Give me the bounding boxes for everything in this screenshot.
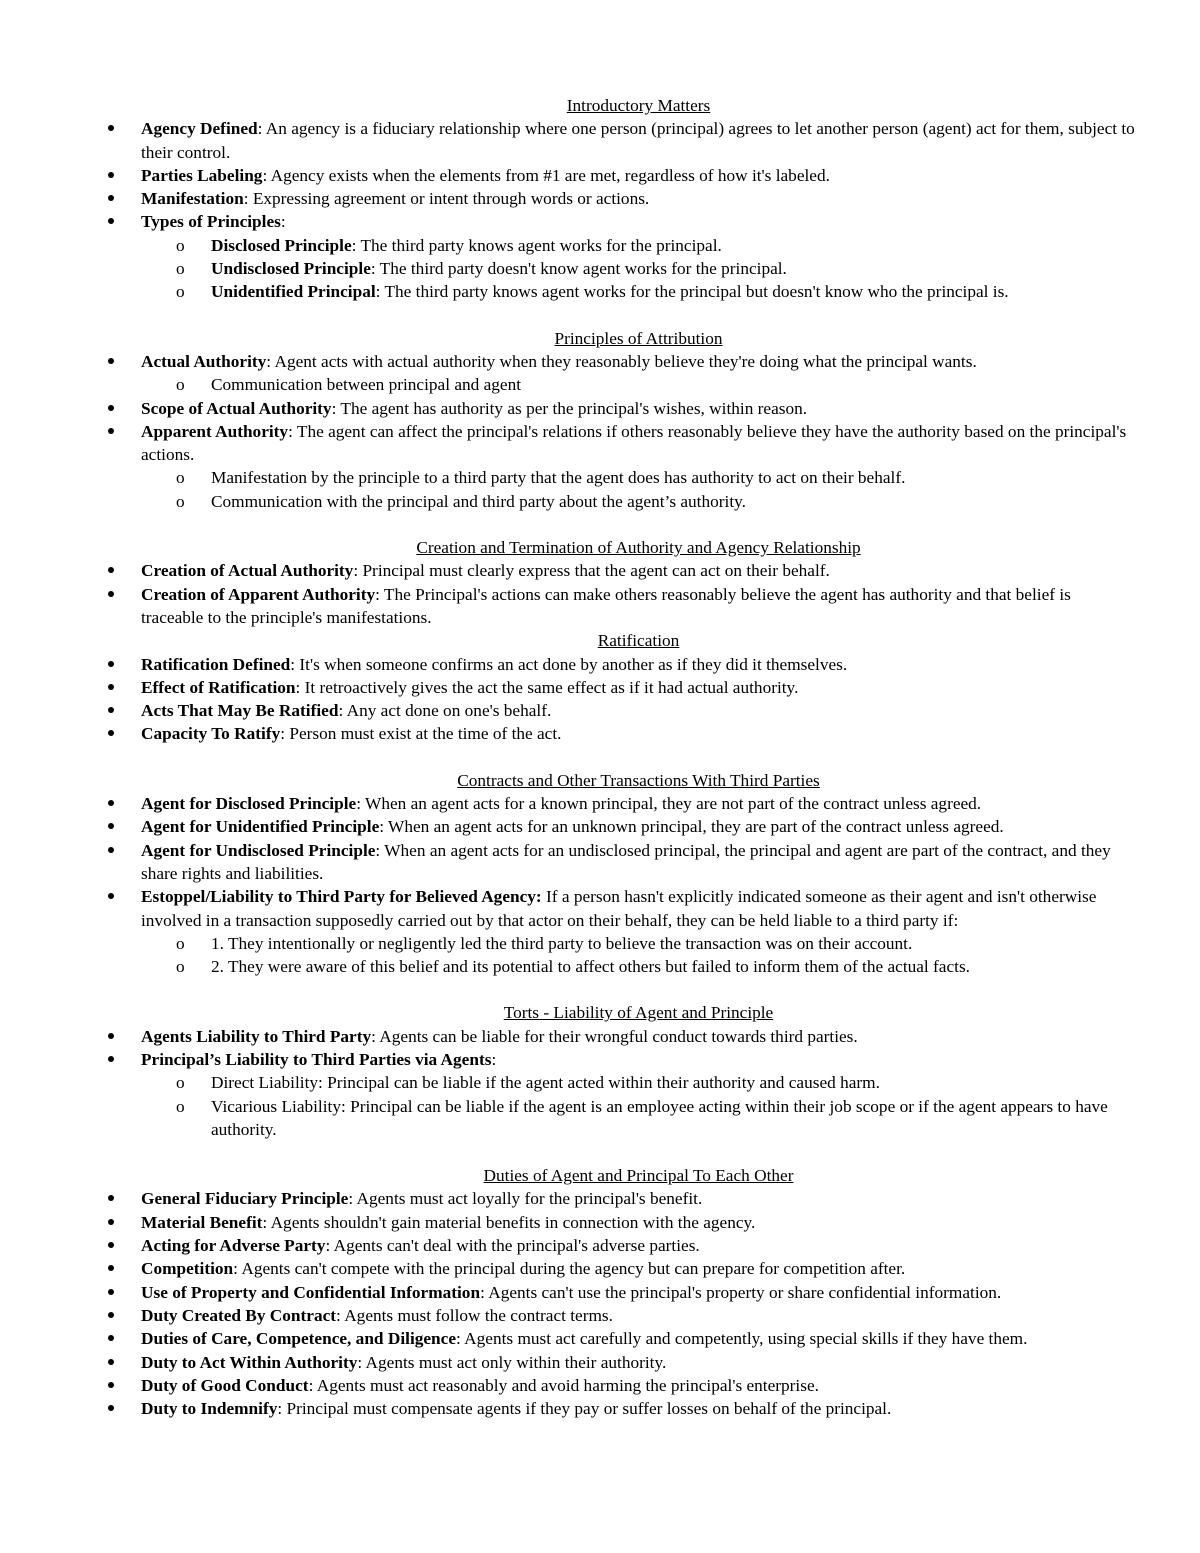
- bullet-item: [141, 117, 1136, 164]
- sub-bullet-term: Disclosed Principle: [211, 235, 352, 255]
- bullet-term: Duty to Indemnify: [141, 1399, 278, 1419]
- sub-bullet-text: Communication with the principal and third party about the agent’s authority.: [211, 491, 746, 511]
- bullet-text: : Agents can't compete with the principal during the agency but can prepare for competition after.: [233, 1259, 906, 1279]
- sub-bullet-item: [211, 955, 1136, 978]
- section-heading: Duties of Agent and Principal To Each Other: [483, 1166, 794, 1186]
- bullet-item: [141, 420, 1136, 467]
- bullet-item: [141, 653, 1136, 676]
- bullet-item: [141, 1374, 1136, 1397]
- document-body: [141, 94, 1136, 1420]
- sub-bullet-item: [211, 373, 1136, 396]
- sub-bullet-text: Direct Liability: Principal can be liable if the agent acted within their authority and caused harm.: [211, 1073, 880, 1093]
- sub-bullet-text: : The third party knows agent works for the principal but doesn't know who the principal is.: [375, 282, 1009, 302]
- bullet-text: : Agents can't deal with the principal's adverse parties.: [325, 1236, 700, 1256]
- bullet-item: [141, 1281, 1136, 1304]
- sub-bullet-item: [211, 1095, 1136, 1142]
- sub-bullet-text: Vicarious Liability: Principal can be liable if the agent is an employee acting within their job scope or if the agent appears to have authority.: [211, 1096, 1108, 1139]
- bullet-text: : Expressing agreement or intent through words or actions.: [243, 189, 650, 209]
- bullet-term: Acts That May Be Ratified: [141, 701, 339, 721]
- bullet-term: Agents Liability to Third Party: [141, 1026, 372, 1046]
- bullet-text: : It's when someone confirms an act done by another as if they did it themselves.: [290, 654, 848, 674]
- bullet-text: : Agents must follow the contract terms.: [336, 1305, 613, 1325]
- bullet-text: : Agents must act loyally for the principal's benefit.: [348, 1189, 703, 1209]
- section-heading: Contracts and Other Transactions With Third Parties: [457, 770, 820, 790]
- bullet-text: : Agents must act carefully and competently, using special skills if they have them.: [456, 1329, 1028, 1349]
- bullet-item: [141, 397, 1136, 420]
- bullet-text: : An agency is a fiduciary relationship where one person (principal) agrees to let another person (agent) act for them, subject to their control.: [141, 119, 1135, 162]
- bullet-term: General Fiduciary Principle: [141, 1189, 349, 1209]
- bullet-term: Competition: [141, 1259, 234, 1279]
- bullet-item: [141, 1397, 1136, 1420]
- bullet-item: [141, 1304, 1136, 1327]
- bullet-term: Ratification Defined: [141, 654, 291, 674]
- bullet-text: : Person must exist at the time of the act.: [280, 724, 562, 744]
- section-heading: Creation and Termination of Authority and Agency Relationship: [416, 538, 861, 558]
- bullet-item: [141, 1327, 1136, 1350]
- bullet-item: [141, 210, 1136, 233]
- bullet-term: Material Benefit: [141, 1212, 263, 1232]
- bullet-item: [141, 815, 1136, 838]
- bullet-text: : When an agent acts for an unknown principal, they are part of the contract unless agreed.: [379, 817, 1004, 837]
- bullet-term: Actual Authority: [141, 351, 267, 371]
- bullet-item: [141, 1257, 1136, 1280]
- bullet-item: [141, 792, 1136, 815]
- sub-bullet-item: [211, 490, 1136, 513]
- bullet-term: Acting for Adverse Party: [141, 1236, 326, 1256]
- bullet-item: [141, 839, 1136, 886]
- sub-bullet-item: [211, 932, 1136, 955]
- bullet-text: : The agent has authority as per the principal's wishes, within reason.: [331, 398, 808, 418]
- sub-bullet-item: [211, 466, 1136, 489]
- bullet-term: Effect of Ratification: [141, 677, 296, 697]
- sub-bullet-text: 2. They were aware of this belief and its potential to affect others but failed to inform them of the actual facts.: [211, 957, 970, 977]
- sub-bullet-text: Manifestation by the principle to a third party that the agent does has authority to act on their behalf.: [211, 468, 906, 488]
- bullet-text: : The agent can affect the principal's relations if others reasonably believe they have the authority based on the principal's actions.: [141, 421, 1127, 465]
- bullet-term: Duty of Good Conduct: [141, 1375, 309, 1395]
- bullet-term: Apparent Authority: [141, 421, 289, 441]
- bullet-item: [141, 885, 1136, 932]
- sub-bullet-item: [211, 234, 1136, 257]
- bullet-term: Parties Labeling: [141, 165, 263, 185]
- bullet-text: : Agents must act only within their authority.: [357, 1352, 667, 1372]
- bullet-text: : Principal must clearly express that the agent can act on their behalf.: [353, 561, 830, 581]
- bullet-text: If a person hasn't explicitly indicated someone as their agent and isn't otherwise involved in a transaction supposedly carried out by that actor on their behalf, they can be held liable to a third party if:: [141, 887, 1097, 930]
- bullet-text: : The Principal's actions can make others reasonably believe the agent has authority and that belief is traceable to the principle's manifestations.: [141, 584, 1071, 627]
- bullet-text: :: [491, 1049, 497, 1069]
- bullet-text: : Agents shouldn't gain material benefits in connection with the agency.: [262, 1212, 756, 1232]
- bullet-text: : Agent acts with actual authority when they reasonably believe they're doing what the principal wants.: [266, 351, 977, 371]
- section-heading: Torts - Liability of Agent and Principle: [503, 1003, 774, 1023]
- bullet-term: Creation of Apparent Authority: [141, 584, 376, 604]
- bullet-term: Agent for Disclosed Principle: [141, 794, 357, 814]
- bullet-item: [141, 722, 1136, 745]
- bullet-term: Principal’s Liability to Third Parties via Agents: [141, 1049, 492, 1069]
- section-heading: Principles of Attribution: [554, 328, 723, 348]
- bullet-term: Duties of Care, Competence, and Diligence: [141, 1329, 457, 1349]
- section-heading: Ratification: [597, 631, 680, 651]
- sub-bullet-item: [211, 1071, 1136, 1094]
- bullet-item: [141, 1211, 1136, 1234]
- bullet-item: [141, 699, 1136, 722]
- bullet-term: Scope of Actual Authority: [141, 398, 332, 418]
- bullet-item: [141, 187, 1136, 210]
- bullet-term: Agent for Unidentified Principle: [141, 817, 380, 837]
- bullet-term: Types of Principles: [141, 212, 281, 232]
- bullet-text: : Any act done on one's behalf.: [338, 701, 552, 721]
- bullet-text: : Agents can't use the principal's property or share confidential information.: [480, 1282, 1002, 1302]
- bullet-text: : It retroactively gives the act the same effect as if it had actual authority.: [295, 677, 799, 697]
- bullet-item: [141, 1025, 1136, 1048]
- bullet-term: Capacity To Ratify: [141, 724, 281, 744]
- sub-bullet-term: Unidentified Principal: [211, 282, 376, 302]
- bullet-item: [141, 1048, 1136, 1071]
- bullet-item: [141, 1234, 1136, 1257]
- bullet-text: : Agency exists when the elements from #1 are met, regardless of how it's labeled.: [262, 165, 830, 185]
- sub-bullet-text: Communication between principal and agent: [211, 375, 522, 395]
- bullet-term: Use of Property and Confidential Information: [141, 1282, 481, 1302]
- bullet-term: Creation of Actual Authority: [141, 561, 354, 581]
- bullet-term: Duty to Act Within Authority: [141, 1352, 358, 1372]
- bullet-item: [141, 164, 1136, 187]
- bullet-text: : Principal must compensate agents if they pay or suffer losses on behalf of the principal.: [277, 1399, 892, 1419]
- section-heading: Introductory Matters: [566, 96, 711, 115]
- bullet-term: Agent for Undisclosed Principle: [141, 840, 376, 860]
- sub-bullet-text: : The third party knows agent works for the principal.: [351, 235, 722, 255]
- sub-bullet-item: [211, 257, 1136, 280]
- sub-bullet-term: Undisclosed Principle: [211, 259, 371, 279]
- bullet-term: Estoppel/Liability to Third Party for Believed Agency:: [141, 887, 542, 907]
- bullet-term: Duty Created By Contract: [141, 1305, 337, 1325]
- bullet-item: [141, 559, 1136, 582]
- bullet-item: [141, 676, 1136, 699]
- sub-bullet-text: : The third party doesn't know agent works for the principal.: [370, 259, 787, 279]
- bullet-text: : When an agent acts for a known principal, they are not part of the contract unless agreed.: [356, 794, 982, 814]
- sub-bullet-text: 1. They intentionally or negligently led the third party to believe the transaction was on their account.: [211, 933, 913, 953]
- bullet-term: Manifestation: [141, 189, 244, 209]
- bullet-term: Agency Defined: [141, 119, 258, 139]
- bullet-text: : Agents must act reasonably and avoid harming the principal's enterprise.: [308, 1375, 819, 1395]
- bullet-item: [141, 350, 1136, 373]
- bullet-item: [141, 1351, 1136, 1374]
- bullet-text: : Agents can be liable for their wrongful conduct towards third parties.: [371, 1026, 858, 1046]
- bullet-item: [141, 1187, 1136, 1210]
- bullet-text: :: [280, 212, 286, 232]
- sub-bullet-item: [211, 280, 1136, 303]
- bullet-text: : When an agent acts for an undisclosed principal, the principal and agent are part of the contract, and they share rights and liabilities.: [141, 840, 1111, 883]
- bullet-item: [141, 583, 1136, 630]
